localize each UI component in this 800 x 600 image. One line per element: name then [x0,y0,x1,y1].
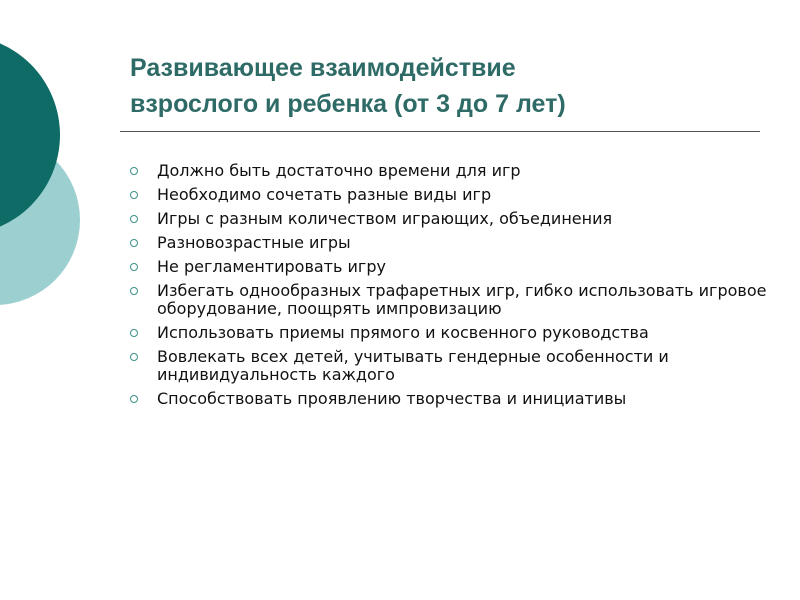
bullet-list [130,162,770,414]
bullet-item [130,324,770,342]
title-divider [120,131,760,132]
title-line-2: взрослого и ребенка (от 3 до 7 лет) [130,90,566,118]
bullet-item [130,390,770,408]
title-line-1: Развивающее взаимодействие [130,54,516,82]
bullet-text: Вовлекать всех детей, учитывать гендерные особенности и индивидуальность каждого [157,347,669,384]
bullet-item [130,162,770,180]
ring-bullet-icon [130,263,138,271]
bullet-text: Использовать приемы прямого и косвенного руководства [157,323,649,342]
bullet-item [130,210,770,228]
ring-bullet-icon [130,353,138,361]
bullet-text: Способствовать проявлению творчества и инициативы [157,389,627,408]
ring-bullet-icon [130,191,138,199]
bullet-item [130,282,770,318]
bullet-item [130,348,770,384]
ring-bullet-icon [130,395,138,403]
bullet-text: Необходимо сочетать разные виды игр [157,185,492,204]
bullet-text: Разновозрастные игры [157,233,351,252]
bullet-item [130,258,770,276]
slide-title [130,50,770,122]
ring-bullet-icon [130,287,138,295]
ring-bullet-icon [130,239,138,247]
bullet-text: Игры с разным количеством играющих, объединения [157,209,613,228]
ring-bullet-icon [130,167,138,175]
bullet-item [130,186,770,204]
bullet-text: Не регламентировать игру [157,257,386,276]
bullet-text: Избегать однообразных трафаретных игр, гибко использовать игровое оборудование, поощрять импровизацию [157,281,767,318]
ring-bullet-icon [130,215,138,223]
bullet-text: Должно быть достаточно времени для игр [157,161,521,180]
bullet-item [130,234,770,252]
ring-bullet-icon [130,329,138,337]
